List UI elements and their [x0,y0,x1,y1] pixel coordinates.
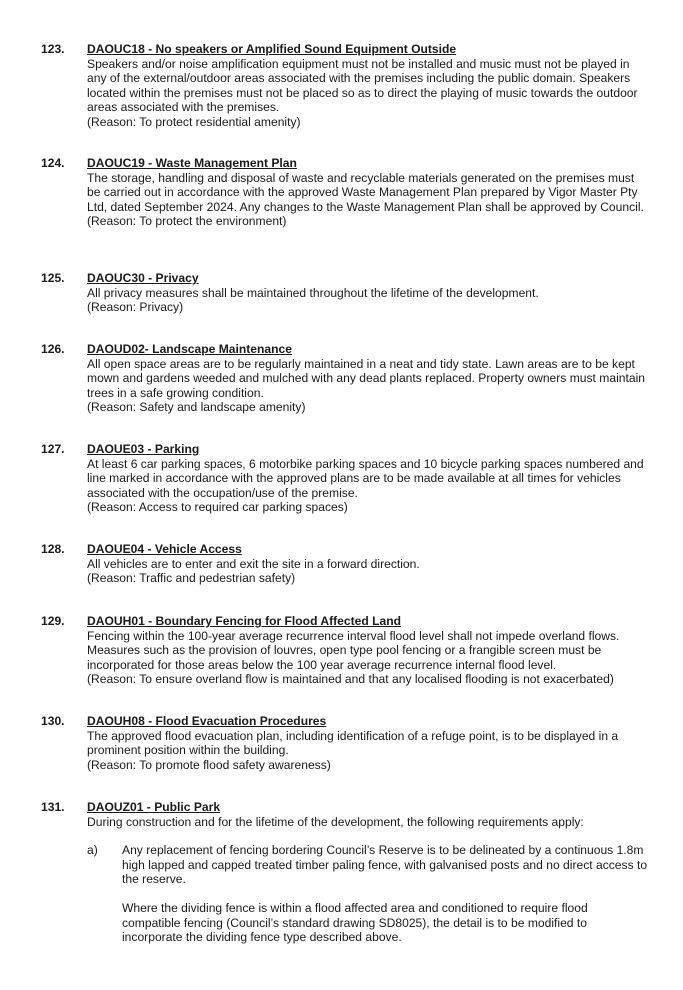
subitem-paragraph: Any replacement of fencing bordering Council’s Reserve is to be delineated by a continuous 1.8m high lapped and capped treated timber paling fence, with galvanised posts and no direct access to the reserve. [122,843,648,887]
condition-reason: (Reason: Privacy) [87,300,184,315]
condition-title: DAOUC30 - Privacy [87,271,199,285]
condition-reason: (Reason: Safety and landscape amenity) [87,400,306,415]
condition-number: 127. [41,442,65,456]
condition-number: 125. [41,271,65,285]
condition-number: 123. [41,42,65,56]
subitem-paragraph: Where the dividing fence is within a flood affected area and conditioned to require flood compatible fencing (Council’s standard drawing SD8025), the detail is to be modified to incorporate the dividing fence type described above. [122,900,588,945]
condition-number: 129. [41,614,65,628]
condition-number: 126. [41,342,65,356]
condition-title: DAOUH08 - Flood Evacuation Procedures [87,714,327,728]
condition-title: DAOUZ01 - Public Park [87,800,221,814]
condition-title: DAOUC18 - No speakers or Amplified Sound Equipment Outside [87,42,457,56]
condition-reason: (Reason: Access to required car parking spaces) [87,500,348,515]
condition-text: All privacy measures shall be maintained throughout the lifetime of the development. [87,285,539,300]
condition-number: 130. [41,714,65,728]
condition-title: DAOUD02- Landscape Maintenance [87,342,292,356]
condition-text: All vehicles are to enter and exit the site in a forward direction. [87,556,420,571]
condition-text: Fencing within the 100-year average recurrence interval flood level shall not impede overland flows. Measures such as the provision of louvres, open type pool fencing or a frangible screen must be incorporated for those areas below the 100 year average recurrence internal flood level. [87,628,620,672]
condition-number: 124. [41,156,65,170]
condition-title: DAOUE04 - Vehicle Access [87,542,242,556]
condition-title: DAOUE03 - Parking [87,442,200,456]
condition-text: During construction and for the lifetime of the development, the following requirements apply: [87,814,584,829]
condition-title: DAOUH01 - Boundary Fencing for Flood Affected Land [87,614,401,628]
condition-reason: (Reason: To ensure overland flow is maintained and that any localised flooding is not exacerbated) [87,672,614,687]
condition-number: 131. [41,800,65,814]
subitem-label: a) [87,843,98,858]
condition-text: The approved flood evacuation plan, including identification of a refuge point, is to be displayed in a prominent position within the building. [87,728,619,758]
condition-title: DAOUC19 - Waste Management Plan [87,156,297,170]
condition-text: All open space areas are to be regularly maintained in a neat and tidy state. Lawn areas are to be kept mown and gardens weeded and mulched with any dead plants replaced. Property owners must maintain trees in a safe growing condition. [87,356,645,400]
condition-text: The storage, handling and disposal of waste and recyclable materials generated on the premises must be carried out in accordance with the approved Waste Management Plan prepared by Vigor Master Pty Ltd, dated September 2024. Any changes to the Waste Management Plan shall be approved by Council. [87,170,644,214]
condition-text: At least 6 car parking spaces, 6 motorbike parking spaces and 10 bicycle parking spaces numbered and line marked in accordance with the approved plans are to be made available at all times for vehicles associated with the occupation/use of the premise. [87,456,644,500]
condition-reason: (Reason: To promote flood safety awareness) [87,757,331,772]
condition-number: 128. [41,542,65,556]
condition-reason: (Reason: To protect residential amenity) [87,114,301,129]
condition-reason: (Reason: Traffic and pedestrian safety) [87,571,296,586]
condition-reason: (Reason: To protect the environment) [87,214,287,229]
condition-text: Speakers and/or noise amplification equipment must not be installed and music must not be played in any of the external/outdoor areas associated with the premises including the public domain. Speakers located within the premises must not be placed so as to direct the playing of music towards the outdoor areas associated with the premises. [87,56,638,115]
condition-subitem-a [87,843,649,945]
